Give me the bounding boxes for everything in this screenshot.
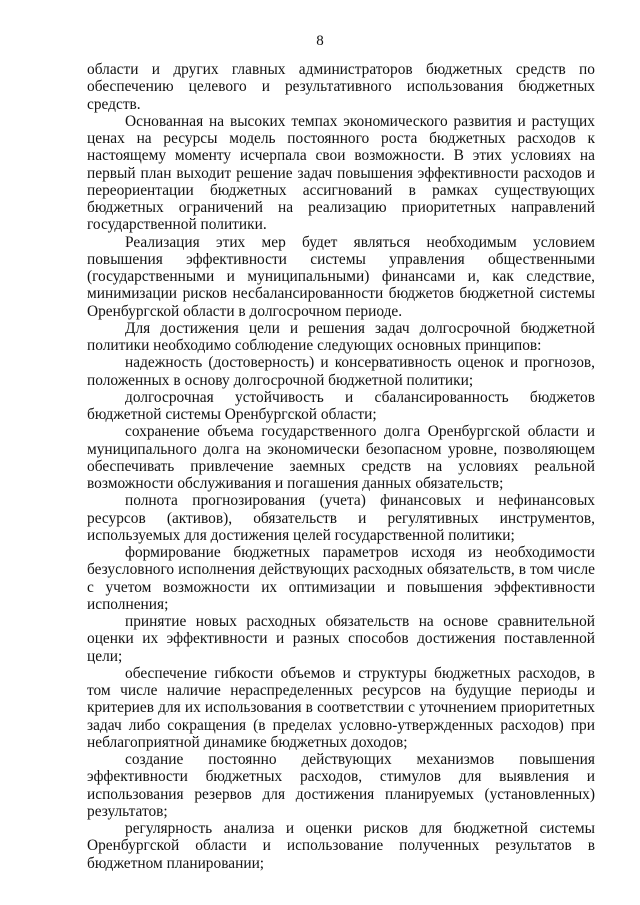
principle-parameters: формирование бюджетных параметров исходя из необходимости безусловного исполнения действующих расходных обязательств, в том числе с учетом возможности их оптимизации и повышения эффективности исполнения; bbox=[87, 544, 595, 613]
principle-completeness: полнота прогнозирования (учета) финансовых и нефинансовых ресурсов (активов), обязательств и регулятивных инструментов, используемых для достижения целей государственной политики; bbox=[87, 492, 595, 544]
principle-risk-analysis: регулярность анализа и оценки рисков для бюджетной системы Оренбургской области и использование полученных результатов в бюджетном планировании; bbox=[87, 820, 595, 872]
principle-mechanisms: создание постоянно действующих механизмов повышения эффективности бюджетных расходов, стимулов для выявления и использования резервов для достижения планируемых (установленных) результатов; bbox=[87, 751, 595, 820]
principle-debt: сохранение объема государственного долга Оренбургской области и муниципального долга на экономически безопасном уровне, позволяющем обеспечивать привлечение заемных средств на условиях реальной возможности обслуживания и погашения данных обязательств; bbox=[87, 423, 595, 492]
paragraph-2: Основанная на высоких темпах экономического развития и растущих ценах на ресурсы модель постоянного роста бюджетных расходов к настоящему моменту исчерпала свои возможности. В этих условиях на первый план выходит решение задач повышения эффективности расходов и переориентации бюджетных ассигнований в рамках существующих бюджетных ограничений на реализацию приоритетных направлений государственной политики. bbox=[87, 112, 595, 234]
principle-stability: долгосрочная устойчивость и сбалансированность бюджетов бюджетной системы Оренбургской области; bbox=[87, 388, 595, 423]
paragraph-3: Реализация этих мер будет являться необходимым условием повышения эффективности системы управления общественными (государственными и муниципальными) финансами и, как следствие, минимизации рисков несбалансированности бюджетов бюджетной системы Оренбургской области в долгосрочном периоде. bbox=[87, 233, 595, 320]
paragraph-1: области и других главных администраторов бюджетных средств по обеспечению целевого и результативного использования бюджетных средств. bbox=[87, 61, 595, 113]
principle-flexibility: обеспечение гибкости объемов и структуры бюджетных расходов, в том числе наличие нераспределенных ресурсов на будущие периоды и критериев для их использования в соответствии с уточнением приоритетных задач либо сокращения (в пределах условно-утвержденных расходов) при неблагоприятной динамике бюджетных доходов; bbox=[87, 664, 595, 751]
body-text bbox=[87, 61, 595, 872]
principle-new-obligations: принятие новых расходных обязательств на основе сравнительной оценки их эффективности и разных способов достижения поставленной цели; bbox=[87, 613, 595, 665]
page-number: 8 bbox=[316, 33, 324, 49]
paragraph-4: Для достижения цели и решения задач долгосрочной бюджетной политики необходимо соблюдение следующих основных принципов: bbox=[87, 319, 595, 354]
principle-reliability: надежность (достоверность) и консервативность оценок и прогнозов, положенных в основу долгосрочной бюджетной политики; bbox=[87, 354, 595, 389]
